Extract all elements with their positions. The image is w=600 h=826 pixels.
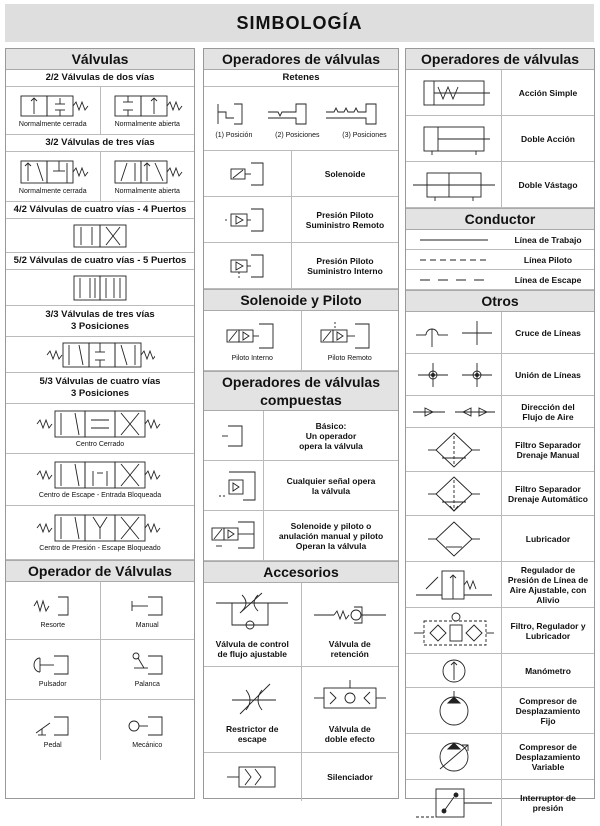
subheader: 5/2 Válvulas de cuatro vías - 5 Puertos — [6, 253, 194, 270]
valve-53-cp-icon — [35, 512, 165, 544]
comp-label-line: Operan la válvula — [295, 540, 367, 551]
regulator-row — [406, 562, 594, 608]
op-label: Pulsador — [38, 681, 67, 688]
comp-solpilot-row — [204, 511, 398, 561]
na-label: Normalmente abierta — [114, 121, 180, 128]
other-label-line: Compresor de — [519, 695, 577, 706]
valve-32-nc-icon — [13, 157, 93, 187]
detent-1-label: (1) Posición — [215, 132, 253, 139]
other-label-line: Variable — [531, 761, 565, 772]
comp-fixed-row — [406, 688, 594, 734]
op-mecanico — [101, 700, 195, 760]
solenoid-pilot-internal-icon — [217, 318, 287, 354]
comp-label — [264, 511, 398, 560]
mechanical-icon — [122, 711, 172, 741]
comp-label-line: Solenoide y piloto o — [290, 520, 372, 531]
subheader: 2/2 Válvulas de dos vías — [6, 70, 194, 87]
pressure-switch-icon — [412, 783, 496, 823]
op-label — [292, 243, 398, 288]
single-acting-cylinder-icon — [414, 75, 494, 111]
subheader-line: 3 Posiciones — [70, 388, 130, 399]
acc-label-line: escape — [237, 733, 267, 744]
acc-label: Silenciador — [327, 772, 373, 782]
comp-label-line: Básico: — [315, 420, 347, 431]
other-label — [502, 688, 594, 733]
op-ppi-row — [204, 243, 398, 289]
subheader-line: 5/3 Válvulas de cuatro vías — [39, 376, 161, 387]
pswitch-cell — [406, 780, 502, 826]
comp-label-line: Cualquier señal opera — [286, 475, 376, 486]
flow-dir-cell — [406, 396, 502, 427]
other-label-line: Drenaje Automático — [508, 493, 588, 504]
comp-label-line: opera la válvula — [299, 440, 363, 451]
solenoid-pilot-row — [204, 311, 398, 371]
pilot-internal-icon — [223, 251, 273, 281]
column-actuadores — [405, 48, 595, 813]
other-label-line: Filtro Separador — [515, 483, 581, 494]
subheader — [6, 306, 194, 337]
other-label — [502, 396, 594, 427]
any-signal-icon — [209, 466, 259, 506]
section-header: Solenoide y Piloto — [204, 289, 398, 311]
section-header: Accesorios — [204, 561, 398, 583]
gauge-cell — [406, 654, 502, 687]
pedal-icon — [28, 711, 78, 741]
filter-auto-drain-icon — [424, 474, 484, 514]
other-label-line: Drenaje Manual — [516, 449, 580, 460]
gauge-row — [406, 654, 594, 688]
union-cell — [406, 354, 502, 395]
cyl-label: Doble Acción — [521, 133, 575, 144]
subheader: 3/2 Válvulas de tres vías — [6, 135, 194, 152]
pilot-internal — [204, 311, 302, 370]
pilot-label: Piloto Remoto — [327, 355, 372, 362]
shuttle-valve-icon — [310, 676, 390, 724]
union-row — [406, 354, 594, 396]
comp-basic-row — [204, 411, 398, 461]
acc-label — [226, 724, 278, 744]
acc-silencer-row — [204, 753, 398, 801]
cyl-label: Doble Vástago — [518, 179, 578, 190]
silencer-cell — [204, 753, 302, 801]
other-label — [502, 608, 594, 653]
other-label — [502, 562, 594, 607]
ppi-cell — [204, 243, 292, 288]
other-label — [502, 472, 594, 515]
op-label: Resorte — [40, 622, 65, 629]
op-label-line: Suministro Interno — [307, 265, 383, 276]
comp-variable-cell — [406, 734, 502, 779]
valve-22-nc-icon — [13, 92, 93, 120]
solenoid-pilot-remote-icon — [315, 318, 385, 354]
valve-22-na-icon — [107, 92, 187, 120]
line-junction-icon — [412, 359, 496, 391]
section-header: Operadores de válvulas — [406, 49, 594, 70]
other-label-line: Dirección del — [521, 401, 575, 412]
detents — [204, 87, 398, 151]
section-header: Operador de Válvulas — [6, 560, 194, 582]
center-closed-label: Centro Cerrado — [75, 441, 125, 448]
any-cell — [204, 461, 264, 510]
valve-53-ce-icon — [35, 459, 165, 491]
op-resorte — [6, 582, 101, 639]
valve-22-row — [6, 87, 194, 135]
cyl-double-cell — [406, 116, 502, 161]
pps-cell — [204, 197, 292, 242]
subheader: Retenes — [204, 70, 398, 87]
filter-manual-row — [406, 428, 594, 472]
section-header: Operadores de válvulas — [204, 49, 398, 70]
solenoid-icon — [223, 159, 273, 189]
cyl-label: Acción Simple — [518, 87, 578, 98]
section-header — [204, 371, 398, 411]
double-acting-cylinder-icon — [414, 121, 494, 157]
valve-32-na — [101, 152, 195, 201]
pilot-remote-icon — [223, 205, 273, 235]
pswitch-row — [406, 780, 594, 826]
silencer-icon — [213, 759, 293, 795]
comp-label — [264, 411, 398, 460]
lubricator-cell — [406, 516, 502, 561]
frl-cell — [406, 608, 502, 653]
op-label-line: Suministro Remoto — [305, 219, 385, 230]
other-label-line: Flujo de Aire — [522, 411, 574, 422]
acc-flow-control — [204, 583, 302, 666]
pressure-gauge-icon — [434, 656, 474, 686]
center-exhaust-label: Centro de Escape - Entrada Bloqueada — [38, 492, 162, 499]
op-label-line: Presión Piloto — [316, 209, 374, 220]
section-header-line: Operadores de válvulas — [222, 374, 380, 390]
frl-icon — [412, 611, 496, 651]
work-line-icon — [414, 235, 494, 245]
cyl-single-cell — [406, 70, 502, 115]
line-label: Línea de Trabajo — [514, 234, 582, 245]
valve-53-cp — [6, 506, 194, 560]
acc-label-line: Válvula de — [328, 638, 371, 649]
op-manual — [101, 582, 195, 639]
op-pps-row — [204, 197, 398, 243]
other-label-line: Desplazamiento — [515, 705, 581, 716]
regulator-cell — [406, 562, 502, 607]
valve-33-icon — [45, 340, 155, 370]
cyl-rod-cell — [406, 162, 502, 207]
center-pressure-label: Centro de Presión - Escape Bloqueado — [39, 545, 161, 552]
column-valvulas — [5, 48, 195, 799]
variable-compressor-icon — [432, 737, 476, 777]
basic-cell — [204, 411, 264, 460]
cyl-single-row — [406, 70, 594, 116]
other-label: Unión de Líneas — [515, 369, 581, 380]
solenoid-cell — [204, 151, 292, 196]
valve-32-row — [6, 152, 194, 202]
subheader-line: 3/3 Válvulas de tres vías — [45, 309, 155, 320]
other-label-line: Regulador de — [520, 564, 576, 575]
section-header: Conductor — [406, 208, 594, 230]
lubricator-icon — [424, 519, 484, 559]
cyl-double-row — [406, 116, 594, 162]
other-label — [502, 780, 594, 826]
line-label: Línea de Escape — [514, 274, 582, 285]
op-label: Mecánico — [132, 741, 163, 749]
other-label-line: Compresor de — [519, 741, 577, 752]
line-pilot-row — [406, 250, 594, 270]
acc-label-line: Válvula de control — [215, 638, 289, 649]
acc-label-line: Válvula de — [328, 723, 371, 734]
acc-label-line: retención — [330, 648, 369, 659]
acc-label — [329, 639, 371, 659]
operators-row-3 — [6, 700, 194, 760]
acc-label — [216, 639, 289, 659]
op-label — [292, 197, 398, 242]
other-label-line: Lubricador — [525, 630, 571, 641]
other-label-line: presión — [532, 803, 564, 813]
cyl-rod-row — [406, 162, 594, 208]
line-crossing-icon — [412, 317, 496, 349]
line-work-cell — [406, 230, 502, 249]
valve-42-icon — [70, 222, 130, 250]
acc-label-line: Restrictor de — [226, 723, 279, 734]
acc-row-2 — [204, 667, 398, 753]
valve-42 — [6, 219, 194, 253]
detents-icon — [204, 98, 398, 132]
valve-52-icon — [70, 273, 130, 303]
other-label-line: Desplazamiento — [515, 751, 581, 762]
acc-restrictor — [204, 667, 302, 752]
filter-auto-row — [406, 472, 594, 516]
valve-53-cc-icon — [35, 408, 165, 440]
pilot-remote — [302, 311, 399, 370]
other-label-line: Interruptor de — [520, 793, 576, 803]
valve-22-nc — [6, 87, 101, 134]
flow-direction-icon — [409, 402, 499, 422]
valve-33 — [6, 337, 194, 373]
valve-53-ce — [6, 454, 194, 506]
check-valve-icon — [310, 591, 390, 639]
op-label: Pedal — [43, 741, 62, 749]
op-label: Manual — [135, 622, 159, 629]
comp-label-line: anulación manual y piloto — [278, 530, 384, 541]
acc-double — [302, 667, 399, 752]
solpilot-cell — [204, 511, 264, 560]
other-label — [502, 734, 594, 779]
valve-52 — [6, 270, 194, 306]
subheader-line: 3 Posiciones — [70, 321, 130, 332]
column-operadores — [203, 48, 399, 799]
other-label — [502, 428, 594, 471]
other-label: Cruce de Líneas — [515, 327, 581, 338]
acc-row-1 — [204, 583, 398, 667]
detent-2-label: (2) Posiciones — [275, 132, 320, 139]
valve-32-nc — [6, 152, 101, 201]
nc-label: Normalmente cerrada — [18, 121, 87, 128]
flow-control-icon — [212, 591, 292, 639]
solenoid-pilot-override-icon — [206, 516, 262, 556]
pushbutton-icon — [28, 650, 78, 680]
other-label: Manómetro — [525, 665, 571, 676]
valve-53-cc — [6, 404, 194, 454]
comp-label-line: Un operador — [305, 430, 357, 441]
pilot-line-icon — [414, 255, 494, 265]
valve-22-na — [101, 87, 195, 134]
comp-variable-row — [406, 734, 594, 780]
section-header-line: compuestas — [260, 392, 342, 408]
comp-label-line: la válvula — [311, 485, 351, 496]
nc-label: Normalmente cerrada — [18, 188, 87, 195]
op-solenoid-row — [204, 151, 398, 197]
flow-dir-row — [406, 396, 594, 428]
op-label-line: Presión Piloto — [316, 255, 374, 266]
comp-any-row — [204, 461, 398, 511]
line-pilot-cell — [406, 250, 502, 269]
exhaust-line-icon — [414, 275, 494, 285]
basic-operator-icon — [214, 418, 254, 454]
comp-fixed-cell — [406, 688, 502, 733]
exhaust-restrictor-icon — [212, 676, 292, 724]
op-label: Palanca — [134, 681, 160, 688]
op-label: Solenoide — [324, 168, 366, 179]
operators-row-2 — [6, 640, 194, 700]
comp-label — [264, 461, 398, 510]
filter-manual-cell — [406, 428, 502, 471]
detent-3-label: (3) Posiciones — [342, 132, 387, 139]
pilot-label: Piloto Interno — [231, 355, 273, 362]
section-header: Válvulas — [6, 49, 194, 70]
cross-row — [406, 312, 594, 354]
valve-32-na-icon — [107, 157, 187, 187]
section-header: Otros — [406, 290, 594, 312]
spring-icon — [28, 591, 78, 621]
acc-check — [302, 583, 399, 666]
lubricator-row — [406, 516, 594, 562]
filter-manual-drain-icon — [424, 430, 484, 470]
manual-icon — [122, 591, 172, 621]
double-rod-cylinder-icon — [409, 167, 499, 203]
subheader: 4/2 Válvulas de cuatro vías - 4 Puertos — [6, 202, 194, 219]
line-label: Línea Piloto — [523, 254, 573, 265]
acc-label-line: de flujo ajustable — [217, 648, 287, 659]
na-label: Normalmente abierta — [114, 188, 180, 195]
op-pulsador — [6, 640, 101, 699]
other-label-line: Filtro, Regulador y — [510, 620, 586, 631]
pressure-regulator-icon — [412, 565, 496, 605]
frl-row — [406, 608, 594, 654]
other-label-line: Aire Ajustable, con — [509, 584, 587, 595]
line-work-row — [406, 230, 594, 250]
line-exhaust-cell — [406, 270, 502, 289]
lever-icon — [122, 650, 172, 680]
line-exhaust-row — [406, 270, 594, 290]
op-pedal — [6, 700, 101, 760]
fixed-compressor-icon — [434, 691, 474, 731]
acc-label — [325, 724, 375, 744]
page-title: SIMBOLOGÍA — [5, 4, 594, 42]
other-label-line: Presión de Línea de — [507, 574, 589, 585]
acc-label-line: doble efecto — [324, 733, 375, 744]
subheader — [6, 373, 194, 404]
other-label-line: Fijo — [540, 715, 556, 726]
cross-cell — [406, 312, 502, 353]
other-label-line: Filtro Separador — [515, 439, 581, 450]
op-palanca — [101, 640, 195, 699]
other-label: Lubricador — [525, 533, 571, 544]
operators-row-1 — [6, 582, 194, 640]
other-label-line: Alivio — [536, 594, 560, 605]
filter-auto-cell — [406, 472, 502, 515]
